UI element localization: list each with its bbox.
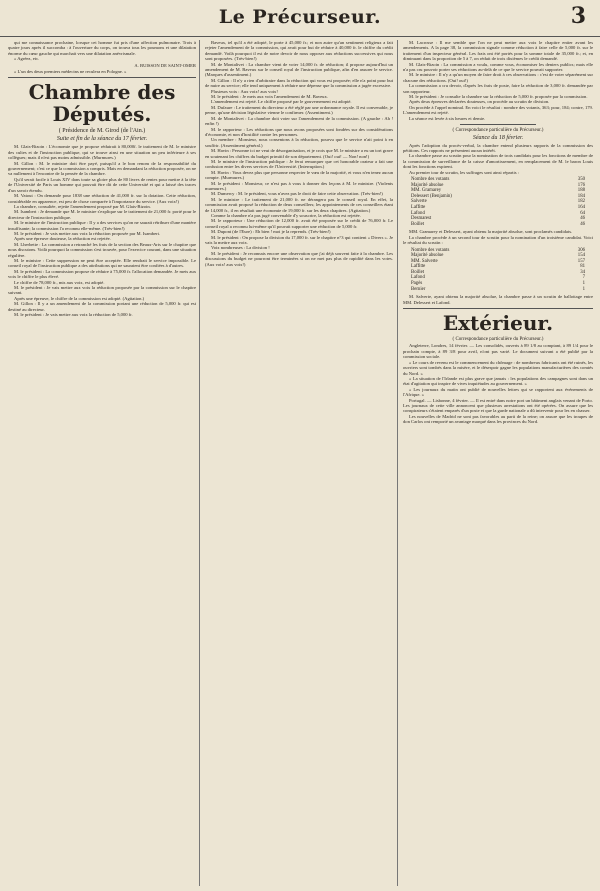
- paragraph: M. le rapporteur : Les réductions que nous avons proposées sont fondées sur des considérations d'économie, et non d'hostilité contre les personnes.: [205, 126, 393, 137]
- paragraph: M. de Montalivet : La chambre vient de voter 14,000 fr. de réduction; il propose aujourd'hui un amendement de M. Baveux sur le conseil royal de l'instruction publique, afin d'en assurer le service. (Marques d'assentiment.): [205, 61, 393, 78]
- section-heading: Chambre des Députés.: [28, 80, 176, 127]
- paragraph: M. le président : Je vais mettre aux voix la réduction proposée par la commission sur le chapitre suivant.: [8, 285, 196, 296]
- paragraph: M. le ministre : Le traitement de 21,000 fr. ne dérangera pas le conseil royal. En effet, la commission avait proposé la réduction de deux conseillers; les appointements de ces conseillers étant de 14,000 fr., il en résultait une économie de 19,000 fr. sur les deux chapitres. (Agitation.): [205, 196, 393, 213]
- paragraph: M. Dufaure : Le traitement du directeur a été réglé par une ordonnance royale. Il est convenable, je pense, qu'une décision législative vienne le confirmer. (Assentiment.): [205, 104, 393, 116]
- paragraph: M. Isambert : Je demande que M. le ministre s'explique sur le traitement de 21,000 fr. porté pour le directeur de l'instruction publique.: [8, 209, 196, 220]
- vote-count: 184: [577, 193, 585, 199]
- paragraph: M. Gillon : Il y a un amendement de la commission portant une réduction de 5,000 fr. qui est destiné au directeur.: [8, 301, 196, 312]
- paragraph: M. Gillon : Il n'y a rien d'arbitraire dans la réduction qui vous est proposée; elle n'a point pour but de nuire au service; elle tend uniquement à réduire une dépense que la commission a jugée excessive.: [205, 77, 393, 89]
- paragraph: Voix nombreuses : La division !: [211, 245, 270, 251]
- vote-count: 81: [580, 264, 585, 270]
- paragraph: « Les journaux du matin ont publié de nouvelles lettres qui se rapportent aux événements de l'Afrique. »: [403, 386, 593, 398]
- vote-count: 1: [582, 281, 585, 287]
- vote-count: 164: [577, 204, 585, 210]
- paragraph: M. le président : Je mets aux voix l'amendement de M. Baveux.: [211, 94, 328, 100]
- vote-count: 176: [577, 182, 585, 188]
- page-number: 3: [570, 3, 586, 29]
- vote-label: MM. Gramarey: [411, 188, 442, 194]
- paragraph: M. le ministre : Il n'y a qu'un moyen de faire droit à ces observations : c'est de voter séparément sur chacune des réductions. (Oui! oui!): [403, 72, 593, 83]
- divider: [8, 77, 196, 78]
- paragraph: M. Dumercy : M. le président, vous n'avez pas le droit de faire cette observation. (Très-bien!): [211, 191, 383, 197]
- paragraph: M. de Montalivet : La chambre doit voter sur l'amendement de la commission. (A gauche : Ah ! enfin !): [205, 115, 393, 127]
- paragraph: M. Salverte, ayant obtenu la majorité absolue, la chambre passe à un scrutin de ballottage entre MM. Delessert et Lafond.: [403, 294, 593, 305]
- vote-label: Nombre des votants: [411, 247, 450, 253]
- vote-label: Boillet: [411, 221, 425, 227]
- paragraph: La séance est levée à six heures et demie.: [409, 115, 486, 121]
- vote-count: 46: [580, 216, 585, 222]
- vote-count: 188: [577, 188, 585, 194]
- divider: [403, 308, 593, 309]
- vote-label: Delessert (Benjamin): [411, 193, 452, 199]
- intro-paragraph: « Agréez, etc.: [14, 56, 40, 62]
- masthead-title: Le Précurseur.: [218, 6, 382, 28]
- vote-count: 154: [577, 253, 585, 259]
- session-line: Suite et fin de la séance du 17 février.: [56, 136, 148, 143]
- paragraph: M. le président : Monsieur, ce n'est pas à vous à donner des leçons à M. le ministre. (Violents murmures.): [205, 180, 393, 191]
- vote-label: Lafond: [411, 275, 425, 281]
- presidency-line: ( Présidence de M. Girod (de l'Ain.): [58, 128, 146, 135]
- paragraph: Qu'il serait facile à Louis XIV dans toute sa gloire plus de 80 livres de rentes pour mettre à la tête de l'Université de Paris un homme qui pouvait être dit de cette Université et qui a laissé des traces d'un savoir étendu.: [8, 176, 196, 193]
- intro-paragraph: qui me connaissance prochaine, lorsque cet homme fut pris d'une affection pulmonaire. Trois à quatre jours après il succomba : à l'ouverture du corps, on trouva tous les poumons et une dilatation énorme du cœur gauche qui marchait vers une dilatation anévrismale.: [8, 40, 196, 56]
- vote-label: Majorité absolue: [411, 182, 444, 188]
- paragraph: Plusieurs voix : Aux voix! aux voix!: [211, 88, 278, 94]
- paragraph: La chambre passe au scrutin pour la nomination de trois candidats pour les fonctions de membre de la commission de surveillance de la caisse d'amortissement, en remplacement de M. le baron Louis dont les fonctions expirent.: [403, 153, 593, 170]
- paragraph: Au premier tour de scrutin, les suffrages sont ainsi répartis :: [409, 169, 520, 175]
- paragraph: M. le président : Je reconnais encore une observation que j'ai déjà souvent faite à la chambre. Les discussions du budget ne pourront être terminées si on ne met pas plus de rapidité dans les votes. (Aux voix! aux voix!): [205, 250, 393, 267]
- paragraph: M. le président : Je consulte la chambre sur la réduction de 5,000 fr. proposée par la commission.: [409, 94, 588, 100]
- paragraph: M. Lacrosse : Il me semble que l'on ne peut mettre aux voix le chapitre entier avant les amendements. A la page 38, la commission signale comme réduction à faire celle de 5,000 fr. sur le traitement d'un inspecteur général. Les frais ont été portés pour la somme totale de 35,000 fr.; et, en diminuant dans la proportion de 5 à 7, on réduit de trois dixièmes le crédit demandé.: [403, 40, 593, 62]
- masthead: [0, 0, 600, 37]
- vote-count: 1: [582, 286, 585, 292]
- vote-label: Nombre des votants: [411, 176, 450, 182]
- divider: [460, 124, 536, 125]
- paragraph: L'amendement est rejeté. Le chiffre proposé par le gouvernement est adopté.: [211, 99, 352, 105]
- vote-label: Salverte: [411, 199, 427, 205]
- paragraph: M. le président : La commission propose de réduire à 75,000 fr. l'allocation demandée. Je mets aux voix le chiffre le plus élevé.: [8, 268, 196, 280]
- vote-label: Boillet: [411, 269, 425, 275]
- paragraph: M. Gillon : M. le ministre doit être payé, puisqu'il a le bon renom de la responsabilité du gouvernement; c'est ce que la commission a compris. Mais en demandant la réduction proposée, on ne va nullement à l'encontre de la pensée de la chambre.: [8, 160, 196, 177]
- paragraph: La chambre, consultée, rejette l'amendement proposé par M. Glais-Bizoin.: [14, 203, 151, 209]
- vote-count: 34: [580, 269, 585, 275]
- paragraph: M. le rapporteur : Une réduction de 12,000 fr. avait été proposée sur le crédit de 76,000 fr. Le conseil royal a reconnu lui-même qu'il pouvait supporter une réduction de 5,000 fr.: [205, 218, 393, 229]
- vote-label: Laffitte: [411, 204, 426, 210]
- column-2: [205, 40, 393, 886]
- paragraph: M. le président : Je vais mettre aux voix la réduction proposée par M. Isambert.: [14, 230, 161, 236]
- vote-count: 7: [582, 275, 585, 281]
- vote-count: 306: [577, 247, 585, 253]
- vote-count: 182: [577, 199, 585, 205]
- paragraph: Comme la chambre n'a pas jugé convenable d'y souscrire, la réduction est rejetée.: [211, 213, 361, 218]
- vote-label: Desmarest: [411, 216, 432, 222]
- paragraph: M. Havin : Personne ici ne veut de désorganisation, et je crois que M. le ministre a eu un tort grave en soutenant les chiffres du budget primitif de son département. (Oui! oui! — Non! non!): [205, 148, 393, 159]
- vote-count: 350: [577, 176, 585, 182]
- vote-label: Pagès: [411, 281, 423, 287]
- paragraph: M. le ministre de l'instruction publique : Il y a des services qu'on ne saurait rétribuer d'une manière insuffisante; la commission l'a reconnu elle-même. (Très-bien!): [8, 220, 196, 231]
- column-rule: [199, 40, 200, 886]
- paragraph: Après deux épreuves déclarées douteuses, on procède au scrutin de division.: [409, 99, 550, 105]
- paragraph: M. Glais-Bizoin : La commission a voulu, comme vous, économiser les deniers publics; mais elle n'a pas cru pouvoir porter ses réductions au-delà de ce que le service pouvait supporter.: [403, 61, 593, 73]
- correspondence-line: ( Correspondance particulière du Précurseur.): [452, 128, 544, 134]
- session-line: Séance du 18 février.: [472, 134, 524, 141]
- paragraph: Portugal. — Lisbonne, 4 février. — Il est entré dans notre port un bâtiment anglais venant de Porto. Les journaux de cette ville annoncent que plusieurs arrestations ont été opérées. On assure que les conspirateurs s'étaient emparés d'un poste et que la garde nationale a dû intervenir pour les en chasser.: [403, 397, 593, 414]
- paragraph: « Le cours de revenu est le commencement du chômage : de nombreux fabricants ont été ruinés, les ouvriers sont tombés dans la misère, et le désespoir gagne les populations manufacturières des comtés du Nord. »: [403, 359, 593, 376]
- column-1: [8, 40, 196, 886]
- paragraph: La commission a cru devoir, d'après les frais de poste, faire la réduction de 3,000 fr. demandée par son rapporteur.: [403, 83, 593, 94]
- vote-table-2: [411, 248, 585, 293]
- paragraph: M. le ministre : Cette suppression ne peut être acceptée. Elle rendrait le service impossible. Le conseil royal de l'instruction publique a des attributions qui ne sauraient être confiées à d'autres.: [8, 257, 196, 269]
- paragraph: Après l'adoption du procès-verbal, la chambre entend plusieurs rapports de la commission des pétitions. Ces rapports ne présentent aucun intérêt.: [403, 142, 593, 153]
- paragraph: M. Vatout : On demande pour 1838 une réduction de 41,000 fr. sur la dotation. Cette réduction, considérable en apparence, est peu de chose comparée à l'importance du service. (Aux voix!): [8, 193, 196, 204]
- paragraph: M. le président : On propose la division du 17,000 fr. sur le chapitre n°3 qui contient « Divers ». Je vais la mettre aux voix.: [205, 234, 393, 246]
- paragraph: « La situation de l'Irlande est plus grave que jamais : les populations des campagnes sont dans un état d'agitation qui inspire de vives inquiétudes au gouvernement. »: [403, 375, 593, 387]
- vote-label: Majorité absolue: [411, 253, 444, 259]
- paragraph: Après une épreuve douteuse, la réduction est rejetée.: [14, 236, 111, 242]
- intro-paragraph: « L'un des deux premiers médecins ne reculera en Pologne. »: [14, 69, 127, 75]
- paragraph: Le chiffre de 78,000 fr., mis aux voix, est adopté.: [14, 279, 105, 285]
- vote-label: Laffitte: [411, 264, 426, 270]
- paragraph: M. Glais-Bizoin : L'économie que je propose réduirait à 80,000f. le traitement de M. le ministre des cultes et de l'instruction publique, qui se trouve ainsi en une situation un peu inférieure à ses collègues; mais il n'est pas moins admissible. (Murmures.): [8, 144, 196, 161]
- paragraph: On procède à l'appel nominal. En voici le résultat : nombre des votants, 363; pour, 184; contre, 179. L'amendement est rejeté.: [403, 104, 593, 116]
- signature: A. BUISSON DE SAINT-OMER: [134, 62, 196, 68]
- column-rule: [397, 40, 398, 886]
- paragraph: MM. Gramarey et Delessert, ayant obtenu la majorité absolue, sont proclamés candidats.: [409, 229, 573, 235]
- paragraph: Angleterre, Londres, 14 février. — Les consolidés, ouverts à 89 1/8 au comptant, à 89 1/4 pour le prochain compte, à 89 3/8 pour avril, n'ont pas varié. Le document suivant a été publié par la commission sociale.: [403, 343, 593, 360]
- vote-count: 46: [580, 221, 585, 227]
- section-heading: Extérieur.: [442, 311, 554, 336]
- paragraph: Un membre : Monsieur, nous consentons à la réduction, pourvu que le service n'ait point à en souffrir. (Assentiment général.): [205, 137, 393, 148]
- paragraph: Après une épreuve, le chiffre de la commission est adopté. (Agitation.): [14, 295, 145, 301]
- paragraph: M. le président : Je vais mettre aux voix la réduction de 5,000 fr.: [14, 312, 133, 318]
- correspondence-line: ( Correspondance particulière du Précurseur.): [452, 337, 544, 343]
- vote-count: 157: [577, 258, 585, 264]
- paragraph: Baveux, tel qu'il a été adopté, le porte à 45,000 fr.; et non autre qu'un sentiment religieux a fait rejeter l'amendement de la commission, qui avait pour but de réduire à 40,000 fr. le chiffre du crédit demandé. Voilà pourquoi il est de notre devoir de nous opposer aux réductions successives qui nous sont proposées. (Très-bien!): [205, 40, 393, 62]
- paragraph: Les nouvelles de Madrid ne sont pas favorables au parti de la reine; on assure que les troupes de don Carlos ont remporté un avantage marqué dans les provinces du Nord.: [403, 413, 593, 425]
- paragraph: M. Dupont (de l'Eure) : Eh bien ! moi je la reprends. (Très-bien!): [211, 229, 331, 235]
- vote-label: MM. Salverte: [411, 258, 438, 264]
- vote-label: Lafond: [411, 210, 425, 216]
- paragraph: M. le ministre de l'instruction publique : Je ferai remarquer que cet honorable orateur a fait une confusion entre les divers services de l'Université. (Interruption.): [205, 158, 393, 170]
- vote-table-1: [411, 177, 585, 227]
- column-3: [403, 40, 593, 886]
- vote-label: Bernier: [411, 286, 426, 292]
- paragraph: La chambre procède à un second tour de scrutin pour la nomination d'un troisième candidat. Voici le résultat du scrutin :: [403, 234, 593, 246]
- vote-count: 64: [580, 210, 585, 216]
- paragraph: M. Havin : Vous devez plus que personne respecter le vœu de la majorité, et vous n'en tenez aucun compte. (Murmures.): [205, 169, 393, 181]
- paragraph: M. Lherbette : La commission a retranché les frais de la section des Beaux-Arts sur le chapitre que nous discutons. Voilà pourquoi la commission s'est trouvée, pour l'exercice courant, dans une situation régulière.: [8, 241, 196, 258]
